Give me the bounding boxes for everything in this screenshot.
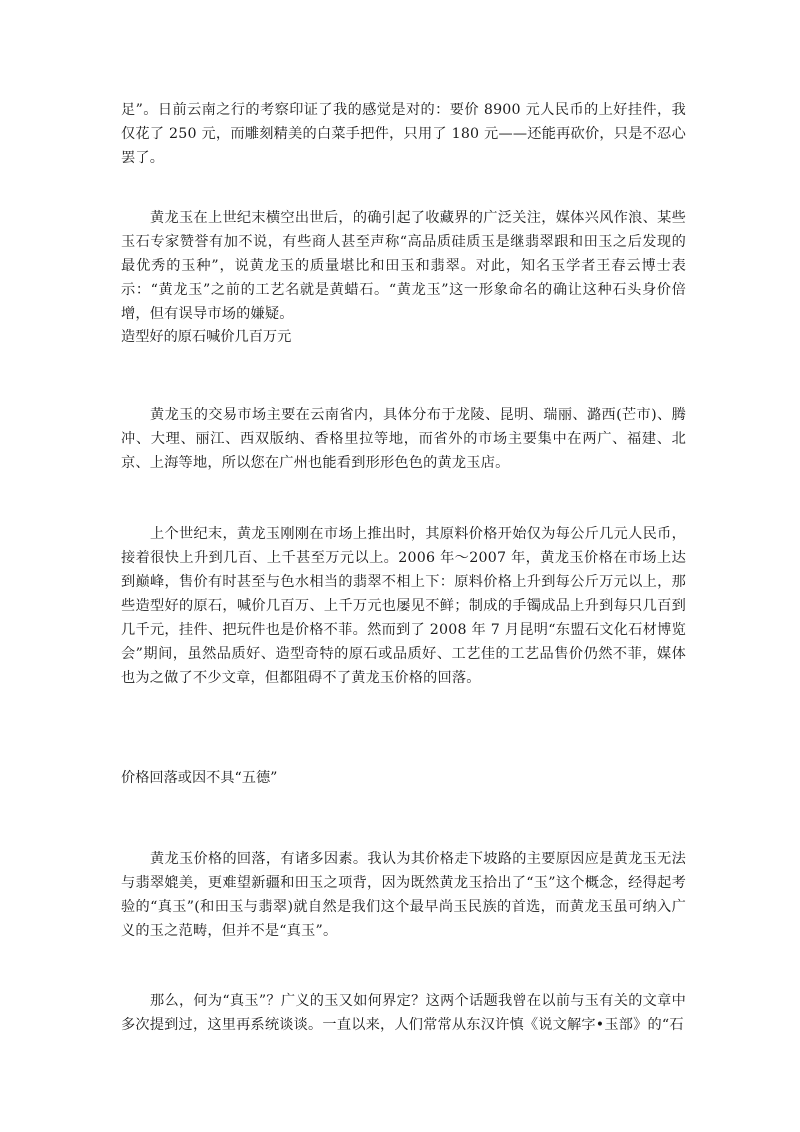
section-heading-2: 价格回落或因不具“五德” [121, 770, 278, 786]
paragraph-5: 黄龙玉价格的回落，有诸多因素。我认为其价格走下坡路的主要原因应是黄龙玉无法与翡翠媲美，更难望新疆和田玉之项背，因为既然黄龙玉拾出了“玉”这个概念，经得起考验的“真玉”(和田玉与翡翠)就自然是我们这个最早尚玉民族的首选，而黄龙玉虽可纳入广义的玉之范畴，但并不是“真玉”。 [121, 851, 686, 939]
paragraph-1: 足”。日前云南之行的考察印证了我的感觉是对的：要价 8900 元人民币的上好挂件，我仅花了 250 元，而雕刻精美的白菜手把件，只用了 180 元——还能再砍价，只是不忍心罢了。 [121, 102, 687, 166]
paragraph-6: 那么，何为“真玉”？广义的玉又如何界定？这两个话题我曾在以前与玉有关的文章中多次提到过，这里再系统谈谈。一直以来，人们常常从东汉许慎《说文解字•玉部》的“石 [121, 993, 686, 1033]
paragraph-4: 上个世纪末，黄龙玉刚刚在市场上推出时，其原料价格开始仅为每公斤几元人民币，接着很快上升到几百、上千甚至万元以上。2006 年～2007 年，黄龙玉价格在市场上达到巅峰，售价有时甚至与色水相当的翡翠不相上下：原料价格上升到每公斤万元以上，那些造型好的原石，喊价几百万、上千万元也屡见不鲜；制成的手镯成品上升到每只几百到几千元，挂件、把玩件也是价格不菲。然而到了 2008 年 7 月昆明“东盟石文化石材博览会”期间，虽然品质好、造型奇特的原石或品质好、工艺佳的工艺品售价仍然不菲，媒体也为之做了不少文章，但都阻碍不了黄龙玉价格的回落。 [121, 526, 686, 686]
paragraph-3: 黄龙玉的交易市场主要在云南省内，具体分布于龙陵、昆明、瑞丽、潞西(芒市)、腾冲、大理、丽江、西双版纳、香格里拉等地，而省外的市场主要集中在两广、福建、北京、上海等地，所以您在广州也能看到形形色色的黄龙玉店。 [121, 407, 686, 471]
paragraph-2: 黄龙玉在上世纪末横空出世后，的确引起了收藏界的广泛关注，媒体兴风作浪、某些玉石专家赞誉有加不说，有些商人甚至声称“高品质硅质玉是继翡翠跟和田玉之后发现的最优秀的玉种”，说黄龙玉的质量堪比和田玉和翡翠。对此，知名玉学者王春云博士表示：“黄龙玉”之前的工艺名就是黄蜡石。“黄龙玉”这一形象命名的确让这种石头身价倍增，但有误导市场的嫌疑。 [121, 210, 686, 322]
section-heading-1: 造型好的原石喊价几百万元 [121, 329, 292, 345]
